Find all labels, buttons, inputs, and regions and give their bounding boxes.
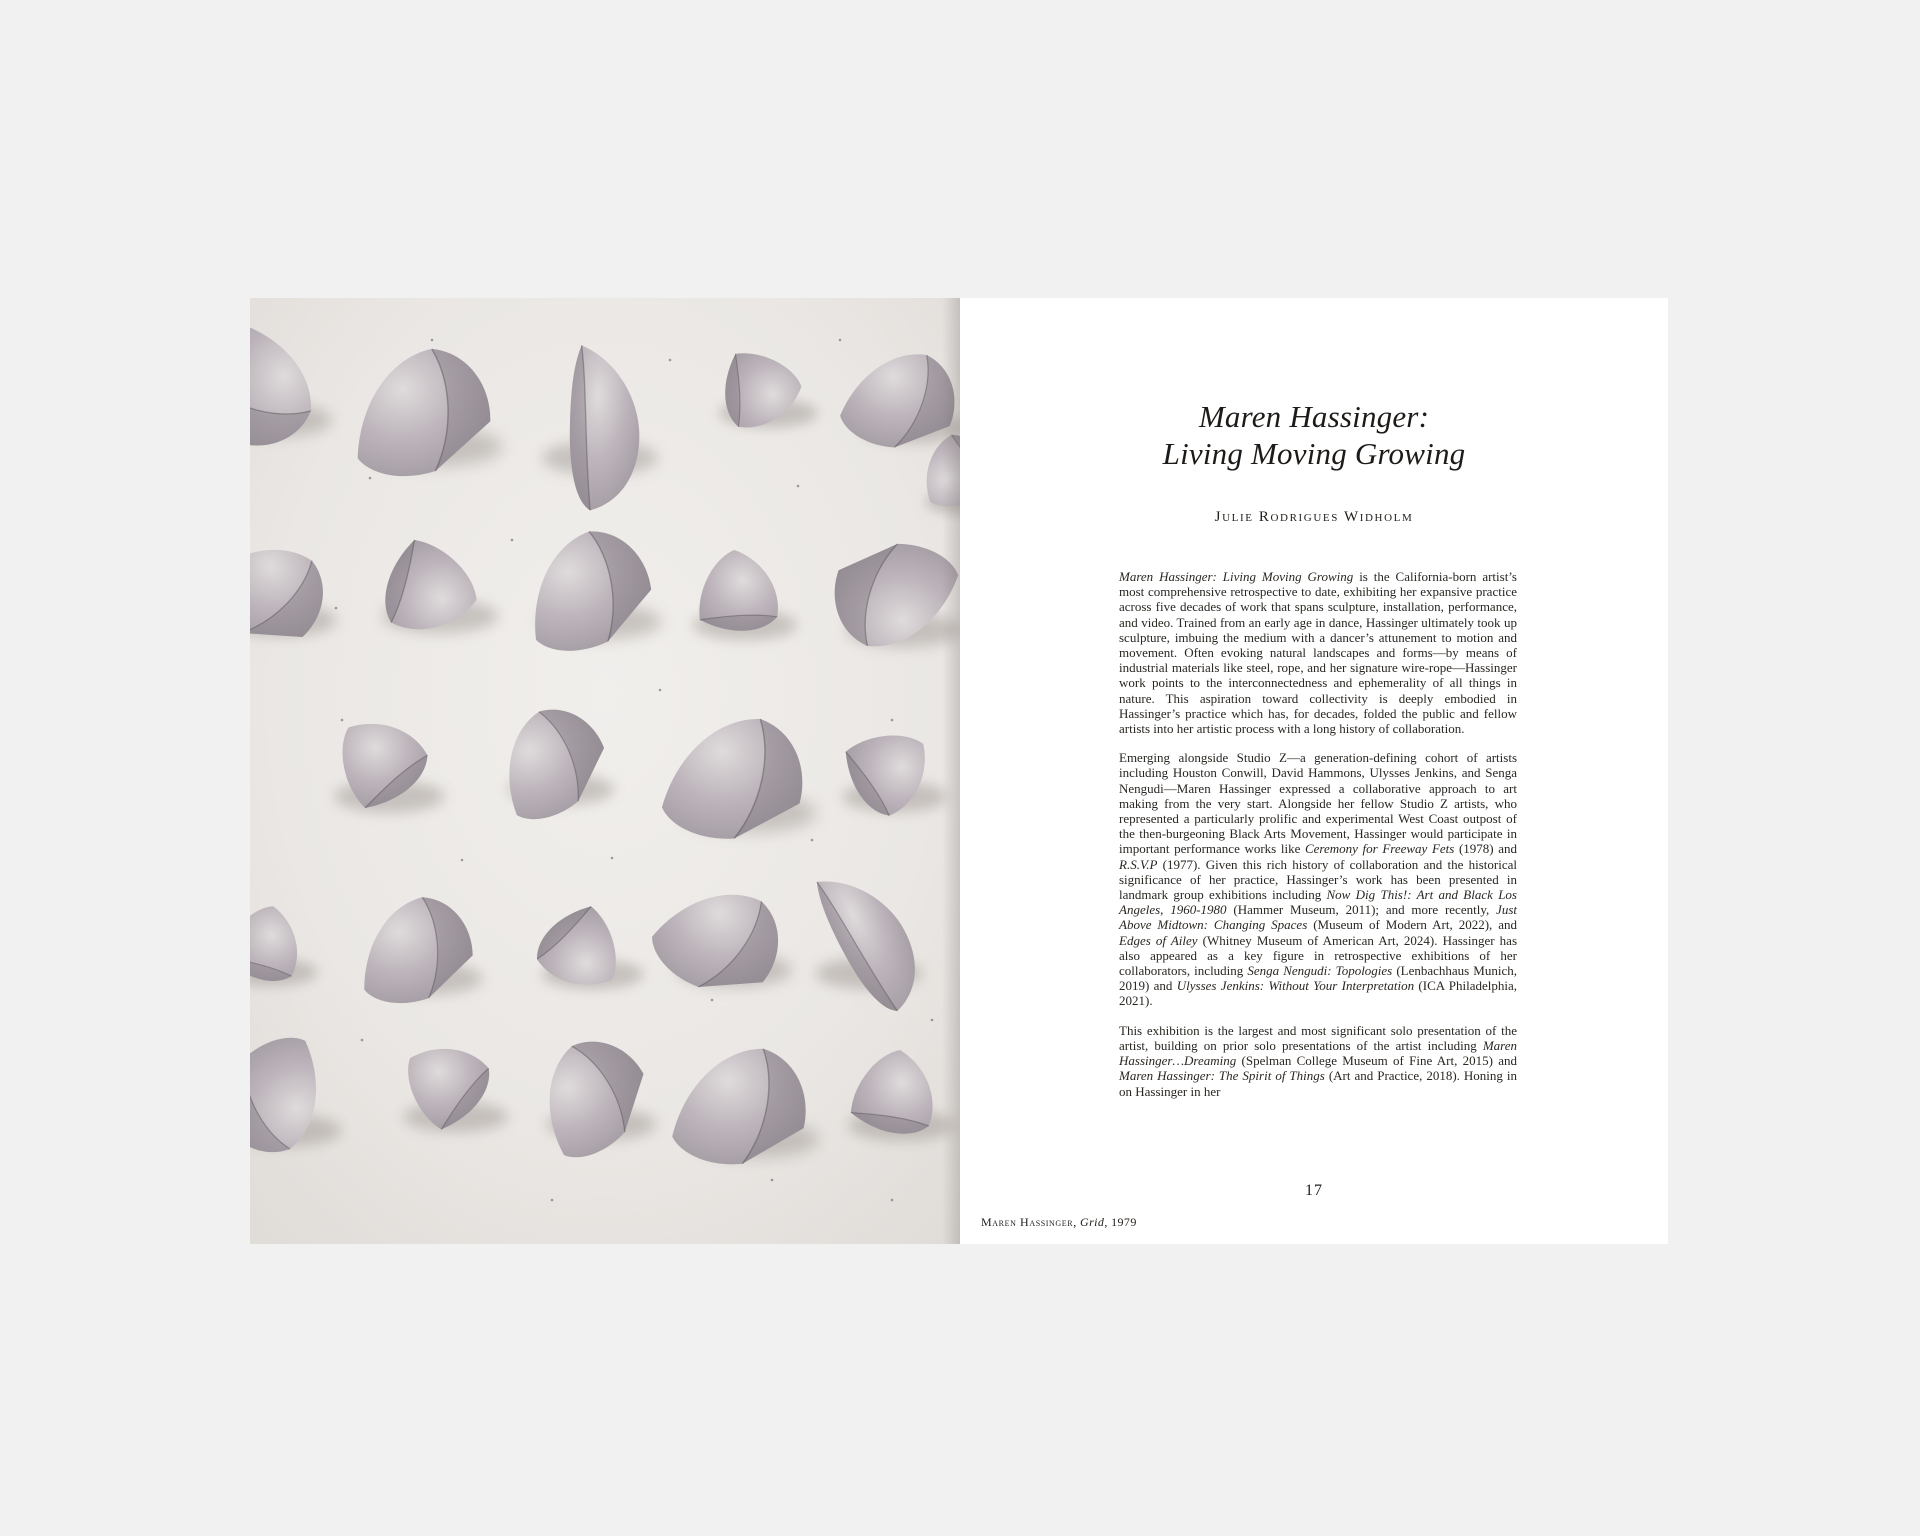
ground-speck: [711, 999, 714, 1002]
text-segment: (Lenbachhaus Munich, 2019) and: [1119, 963, 1517, 994]
text-segment: (Hammer Museum, 2011); and more recently,: [1226, 902, 1497, 918]
right-page: [960, 298, 1668, 1244]
ground-speck: [369, 477, 372, 480]
ground-speck: [361, 1039, 364, 1042]
ground-speck: [891, 719, 894, 722]
text-segment: Maren Hassinger: Living Moving Growing: [1119, 569, 1354, 584]
essay-paragraph: [1119, 750, 1517, 1008]
text-segment: Edges of Ailey: [1119, 932, 1198, 948]
photo-gutter-shade: [942, 298, 960, 1244]
ground-speck: [511, 539, 514, 542]
text-segment: Maren Hassinger…Dreaming: [1119, 1037, 1517, 1069]
ground-speck: [771, 1179, 774, 1182]
text-segment: Just Above Midtown: Changing Spaces: [1119, 902, 1517, 933]
ground-speck: [335, 607, 338, 610]
text-segment: (Art and Practice, 2018). Honing in on Hassinger in her: [1119, 1068, 1518, 1099]
ground-speck: [891, 1199, 894, 1202]
ground-speck: [811, 839, 814, 842]
book-spread: [250, 298, 1668, 1244]
essay-title-line2: Living Moving Growing: [1162, 436, 1466, 471]
artwork-caption: [981, 1215, 1137, 1230]
ground-speck: [669, 359, 672, 362]
ground-speck: [659, 689, 662, 692]
essay-paragraph: [1119, 569, 1517, 736]
essay-byline: Julie Rodrigues Widholm: [1214, 509, 1414, 525]
text-segment: (Museum of Modern Art, 2022), and: [1307, 917, 1517, 933]
text-segment: Ulysses Jenkins: Without Your Interpretation: [1176, 978, 1415, 994]
text-segment: (1978) and: [1454, 841, 1517, 857]
essay-paragraph: [1119, 1023, 1517, 1099]
left-page: [250, 298, 960, 1244]
text-segment: (Spelman College Museum of Fine Art, 2015) and: [1236, 1053, 1517, 1069]
text-segment: This exhibition is the largest and most significant solo presentation of the artist, building on prior solo presentations of the artist including: [1119, 1022, 1517, 1053]
text-segment: Now Dig This!: Art and Black Los Angeles, 1960-1980: [1119, 887, 1517, 918]
text-segment: Ceremony for Freeway Fets: [1304, 841, 1455, 857]
ground-speck: [839, 339, 842, 342]
ground-speck: [341, 719, 344, 722]
text-segment: Grid: [1080, 1215, 1105, 1229]
text-segment: is the California-born artist’s most comprehensive retrospective to date, exhibiting her expansive practice across five decades of work that spans sculpture, installation, performance, and video. Trained from an early age in dance, Hassinger ultimately took up sculpture, imbuing the medium with a dancer’s attunement to motion and movement. Often evoking natural landscapes and forms—by means of industrial materials like steel, rope, and her signature wire-rope—Hassinger work points to the interconnectedness and ephemerality of all things in nature. This aspiration toward collectivity is deeply embodied in Hassinger’s practice which has, for decades, folded the public and fellow artists into her artistic process with a long history of collaboration.: [1119, 569, 1517, 737]
ground-speck: [797, 485, 800, 488]
text-segment: (Whitney Museum of American Art, 2024). Hassinger has also appeared as a key figure in retrospective exhibitions of her collaborators, including: [1119, 932, 1517, 979]
ground-speck: [461, 859, 464, 862]
ground-speck: [551, 1199, 554, 1202]
text-segment: R.S.V.P: [1119, 856, 1158, 872]
ground-speck: [431, 339, 434, 342]
text-segment: ,: [1073, 1215, 1081, 1229]
essay-body: [1119, 569, 1517, 1113]
essay-title: [960, 398, 1668, 472]
page-number: 17: [1305, 1182, 1323, 1199]
text-segment: Senga Nengudi: Topologies: [1247, 963, 1393, 979]
text-segment: Emerging alongside Studio Z—a generation-defining cohort of artists including Houston Conwill, David Hammons, Ulysses Jenkins, and Senga Nengudi—Maren Hassinger expressed a collaborative approach to art making from the very start. Alongside her fellow Studio Z artists, who represented a particularly prolific and experimental West Coast outpost of the then-burgeoning Black Arts Movement, Hassinger would participate in important performance works like: [1119, 750, 1517, 857]
ground-speck: [931, 1019, 934, 1022]
text-segment: (ICA Philadelphia, 2021).: [1119, 978, 1517, 1009]
text-segment: , 1979: [1104, 1215, 1137, 1229]
text-segment: Maren Hassinger: [981, 1215, 1074, 1229]
text-segment: Maren Hassinger: The Spirit of Things: [1119, 1068, 1325, 1084]
ground-speck: [611, 857, 614, 860]
text-segment: (1977). Given this rich history of collaboration and the historical significance of her practice, Hassinger’s work has been presented in landmark group exhibitions including: [1119, 856, 1517, 903]
essay-title-line1: Maren Hassinger:: [1198, 399, 1430, 434]
artwork-photo: [250, 298, 960, 1244]
